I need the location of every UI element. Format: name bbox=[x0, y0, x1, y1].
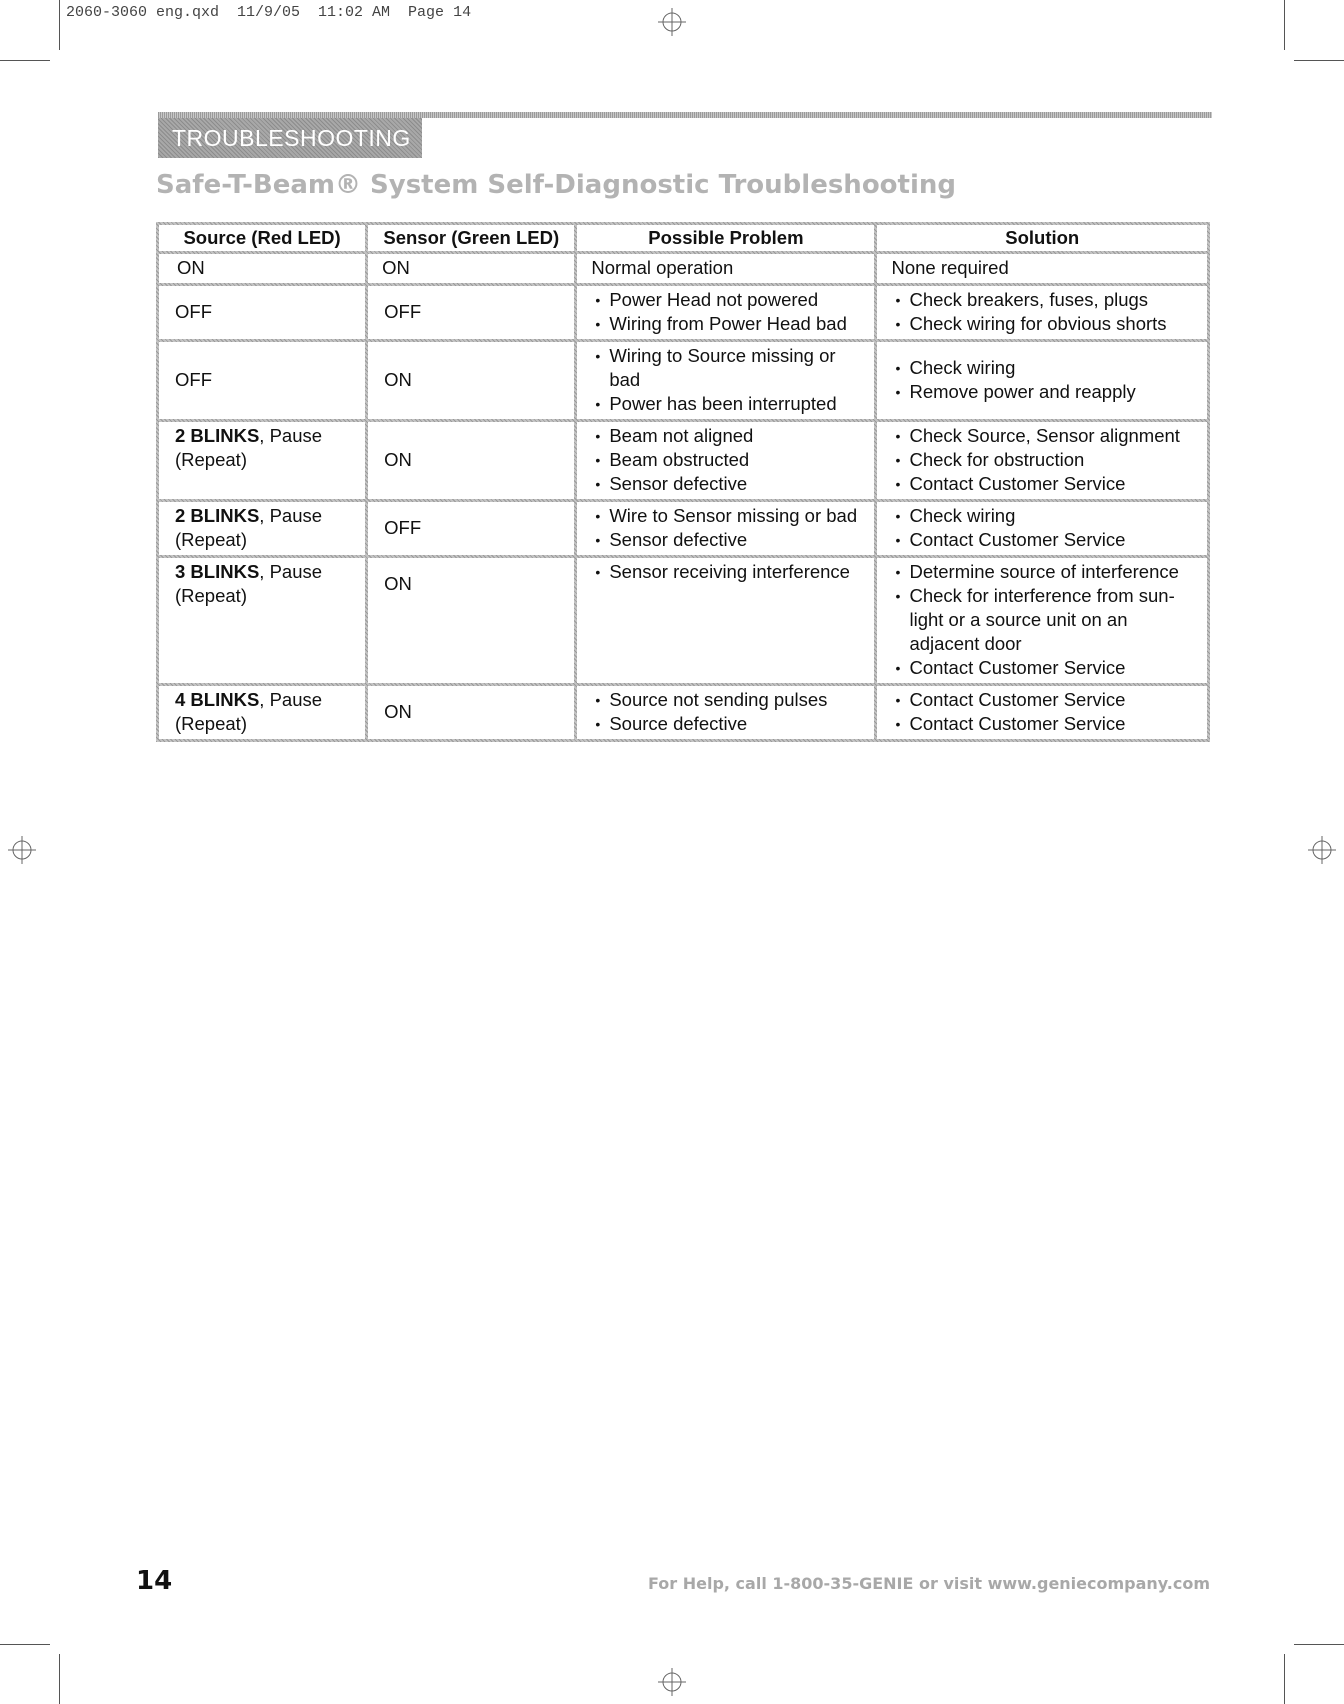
problem-item: • Wiring from Power Head bad bbox=[593, 312, 866, 336]
problem-cell bbox=[577, 422, 874, 499]
blink-count: 3 BLINKS bbox=[175, 561, 260, 582]
section-header-tab: TROUBLESHOOTING bbox=[158, 118, 422, 158]
solution-item: • Check wiring bbox=[893, 356, 1199, 380]
crop-mark-top-left-h bbox=[0, 60, 50, 61]
table-row bbox=[159, 254, 1207, 283]
problem-cell bbox=[577, 558, 874, 683]
solution-item: • Check Source, Sensor alignment bbox=[893, 424, 1199, 448]
solution-item: • Contact Customer Service bbox=[893, 472, 1199, 496]
problem-item: • Beam obstructed bbox=[593, 448, 866, 472]
problem-cell: Normal operation bbox=[577, 254, 874, 283]
table-row bbox=[159, 422, 1207, 499]
source-cell: 4 BLINKS, Pause (Repeat) bbox=[159, 686, 365, 739]
sensor-cell: OFF bbox=[368, 502, 574, 555]
registration-mark-top-icon bbox=[658, 8, 686, 36]
crop-mark-top-right-h bbox=[1294, 60, 1344, 61]
problem-cell bbox=[577, 502, 874, 555]
sensor-cell: ON bbox=[368, 422, 574, 499]
column-header-sensor: Sensor (Green LED) bbox=[368, 225, 574, 251]
solution-item: • Contact Customer Service bbox=[893, 712, 1199, 736]
page-title: Safe-T-Beam® System Self-Diagnostic Troubleshooting bbox=[156, 170, 957, 200]
blink-count: 2 BLINKS bbox=[175, 425, 260, 446]
source-cell: 3 BLINKS, Pause (Repeat) bbox=[159, 558, 365, 683]
crop-mark-top-left-v bbox=[59, 0, 60, 50]
sensor-cell: ON bbox=[368, 342, 574, 419]
problem-cell bbox=[577, 686, 874, 739]
table-row bbox=[159, 502, 1207, 555]
solution-cell: None required bbox=[877, 254, 1207, 283]
sensor-cell: ON bbox=[368, 558, 574, 683]
table-row bbox=[159, 558, 1207, 683]
crop-mark-bottom-left-h bbox=[0, 1644, 50, 1645]
table-row bbox=[159, 686, 1207, 739]
sensor-cell: OFF bbox=[368, 286, 574, 339]
problem-item: • Wiring to Source missing or bad bbox=[593, 344, 866, 392]
solution-item: • Check breakers, fuses, plugs bbox=[893, 288, 1199, 312]
column-header-problem: Possible Problem bbox=[577, 225, 874, 251]
problem-item: • Power has been interrupted bbox=[593, 392, 866, 416]
column-header-solution: Solution bbox=[877, 225, 1207, 251]
source-cell: OFF bbox=[159, 286, 365, 339]
solution-item: • Check wiring bbox=[893, 504, 1199, 528]
solution-cell bbox=[877, 502, 1207, 555]
problem-cell bbox=[577, 342, 874, 419]
table-row bbox=[159, 342, 1207, 419]
solution-item: • Check for interference from sun-light or a source unit on an adjacent door bbox=[893, 584, 1199, 656]
source-cell: OFF bbox=[159, 342, 365, 419]
crop-mark-bottom-right-v bbox=[1284, 1654, 1285, 1704]
sensor-cell: ON bbox=[368, 254, 574, 283]
problem-item: • Beam not aligned bbox=[593, 424, 866, 448]
solution-cell bbox=[877, 686, 1207, 739]
source-cell: 2 BLINKS, Pause (Repeat) bbox=[159, 422, 365, 499]
problem-item: • Sensor receiving interference bbox=[593, 560, 866, 584]
solution-item: • Contact Customer Service bbox=[893, 688, 1199, 712]
solution-item: • Check for obstruction bbox=[893, 448, 1199, 472]
registration-mark-bottom-icon bbox=[658, 1668, 686, 1696]
problem-item: • Source defective bbox=[593, 712, 866, 736]
crop-mark-bottom-left-v bbox=[59, 1654, 60, 1704]
solution-item: • Check wiring for obvious shorts bbox=[893, 312, 1199, 336]
solution-item: • Contact Customer Service bbox=[893, 656, 1199, 680]
print-slug: 2060-3060 eng.qxd 11/9/05 11:02 AM Page 14 bbox=[66, 4, 472, 21]
problem-cell bbox=[577, 286, 874, 339]
solution-cell bbox=[877, 422, 1207, 499]
help-footer: For Help, call 1-800-35-GENIE or visit www.geniecompany.com bbox=[647, 1574, 1210, 1593]
problem-item: • Power Head not powered bbox=[593, 288, 866, 312]
sensor-cell: ON bbox=[368, 686, 574, 739]
table-header-row bbox=[159, 225, 1207, 251]
solution-item: • Contact Customer Service bbox=[893, 528, 1199, 552]
blink-count: 2 BLINKS bbox=[175, 505, 260, 526]
solution-cell bbox=[877, 558, 1207, 683]
registration-mark-left-icon bbox=[8, 836, 36, 864]
solution-cell bbox=[877, 342, 1207, 419]
table-row bbox=[159, 286, 1207, 339]
troubleshooting-table bbox=[156, 222, 1210, 742]
page-number: 14 bbox=[136, 1566, 173, 1596]
crop-mark-top-right-v bbox=[1284, 0, 1285, 50]
problem-item: • Sensor defective bbox=[593, 528, 866, 552]
solution-item: • Determine source of interference bbox=[893, 560, 1199, 584]
problem-item: • Source not sending pulses bbox=[593, 688, 866, 712]
crop-mark-bottom-right-h bbox=[1294, 1644, 1344, 1645]
solution-cell bbox=[877, 286, 1207, 339]
problem-item: • Sensor defective bbox=[593, 472, 866, 496]
source-cell: ON bbox=[159, 254, 365, 283]
blink-count: 4 BLINKS bbox=[175, 689, 260, 710]
problem-item: • Wire to Sensor missing or bad bbox=[593, 504, 866, 528]
source-cell: 2 BLINKS, Pause (Repeat) bbox=[159, 502, 365, 555]
solution-item: • Remove power and reapply bbox=[893, 380, 1199, 404]
column-header-source: Source (Red LED) bbox=[159, 225, 365, 251]
registration-mark-right-icon bbox=[1308, 836, 1336, 864]
